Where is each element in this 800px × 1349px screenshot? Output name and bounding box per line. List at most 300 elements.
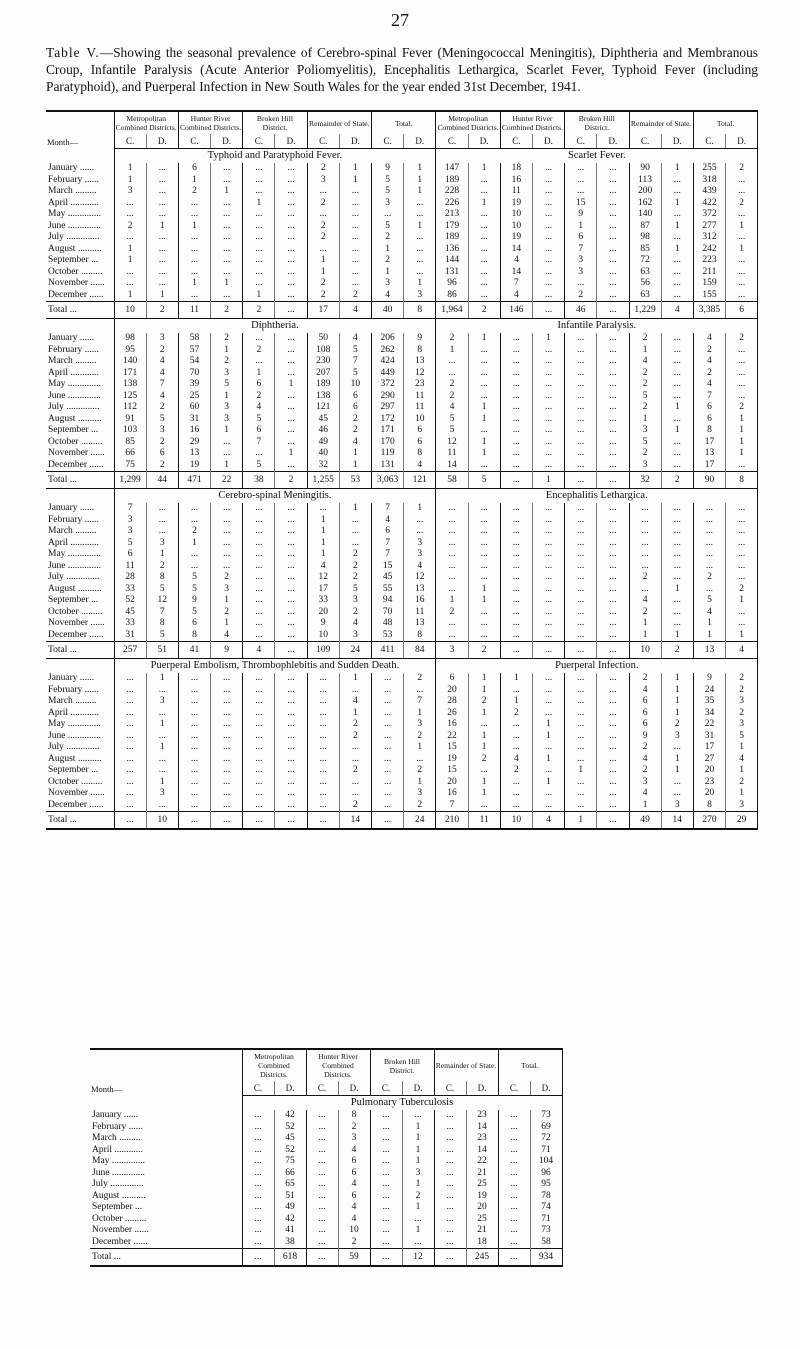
data-cell: ... — [500, 425, 532, 437]
month-label: March ......... — [46, 696, 114, 708]
data-cell: ... — [370, 1110, 402, 1122]
deaths-header: D. — [146, 134, 178, 149]
data-cell: 1 — [146, 290, 178, 302]
data-cell: ... — [498, 1202, 530, 1214]
data-cell: 46 — [307, 425, 339, 437]
data-cell: 1 — [468, 595, 500, 607]
data-cell: 2 — [404, 731, 436, 743]
data-cell: ... — [726, 368, 758, 380]
data-cell: ... — [275, 584, 307, 596]
data-cell: ... — [468, 460, 500, 472]
data-cell: 242 — [693, 244, 725, 256]
data-cell: 20 — [466, 1202, 498, 1214]
month-label: June .............. — [46, 391, 114, 403]
table-row — [46, 584, 758, 596]
data-cell: ... — [468, 526, 500, 538]
data-cell: 189 — [436, 232, 468, 244]
data-cell: ... — [468, 425, 500, 437]
data-cell: ... — [275, 800, 307, 812]
data-cell: ... — [532, 685, 564, 697]
data-cell: ... — [339, 685, 371, 697]
data-cell: 140 — [114, 356, 146, 368]
column-group-header: Broken Hill District. — [243, 111, 307, 134]
data-cell: 2 — [339, 425, 371, 437]
data-cell: ... — [532, 232, 564, 244]
data-cell: 2 — [468, 696, 500, 708]
data-cell: 3 — [307, 175, 339, 187]
data-cell: ... — [211, 708, 243, 720]
data-cell: 2 — [307, 232, 339, 244]
section-spacer — [46, 659, 114, 674]
table-row — [46, 221, 758, 233]
data-cell: 4 — [146, 368, 178, 380]
data-cell: 2 — [146, 561, 178, 573]
data-cell: ... — [211, 503, 243, 515]
month-label: November ...... — [46, 618, 114, 630]
month-label: March ......... — [46, 526, 114, 538]
data-cell: ... — [114, 800, 146, 812]
data-cell: ... — [146, 209, 178, 221]
data-cell: ... — [693, 538, 725, 550]
data-cell: 1 — [275, 448, 307, 460]
data-cell: ... — [532, 572, 564, 584]
data-cell: ... — [307, 788, 339, 800]
data-cell: 5 — [629, 437, 661, 449]
data-cell: ... — [500, 561, 532, 573]
data-cell: ... — [434, 1202, 466, 1214]
data-cell: 3 — [339, 630, 371, 642]
data-cell: 1 — [468, 198, 500, 210]
data-cell: 2 — [404, 673, 436, 685]
data-cell: 6 — [372, 526, 404, 538]
cases-header: C. — [178, 134, 210, 149]
total-cell: ... — [275, 302, 307, 319]
data-cell: 1 — [146, 673, 178, 685]
data-cell: ... — [726, 290, 758, 302]
data-cell: 60 — [178, 402, 210, 414]
data-cell: ... — [211, 800, 243, 812]
data-cell: 230 — [307, 356, 339, 368]
data-cell: 1 — [726, 595, 758, 607]
data-cell: ... — [211, 719, 243, 731]
data-cell: ... — [726, 255, 758, 267]
data-cell: ... — [532, 708, 564, 720]
data-cell: ... — [372, 800, 404, 812]
total-cell: 3,063 — [372, 472, 404, 489]
data-cell: 14 — [500, 267, 532, 279]
data-cell: 6 — [339, 391, 371, 403]
data-cell: ... — [629, 526, 661, 538]
table-row — [46, 777, 758, 789]
data-cell: 2 — [211, 356, 243, 368]
data-cell: ... — [275, 685, 307, 697]
data-cell: ... — [532, 503, 564, 515]
data-cell: 32 — [307, 460, 339, 472]
data-cell: 7 — [146, 379, 178, 391]
total-row — [46, 472, 758, 489]
data-cell: ... — [243, 630, 275, 642]
data-cell: 2 — [629, 379, 661, 391]
data-cell: 73 — [530, 1110, 562, 1122]
data-cell: ... — [532, 267, 564, 279]
data-cell: 1 — [661, 754, 693, 766]
data-cell: ... — [565, 618, 597, 630]
data-cell: 63 — [629, 290, 661, 302]
data-cell: 5 — [693, 595, 725, 607]
data-cell: 1 — [661, 708, 693, 720]
data-cell: ... — [565, 742, 597, 754]
data-cell: 1 — [178, 175, 210, 187]
data-cell: 9 — [693, 673, 725, 685]
deaths-header: D. — [726, 134, 758, 149]
data-cell: ... — [500, 379, 532, 391]
data-cell: ... — [402, 1110, 434, 1122]
data-cell: 8 — [404, 630, 436, 642]
data-cell: ... — [661, 561, 693, 573]
data-cell: 171 — [114, 368, 146, 380]
data-cell: 1 — [146, 719, 178, 731]
data-cell: ... — [597, 368, 629, 380]
month-label: December ...... — [46, 290, 114, 302]
data-cell: ... — [178, 788, 210, 800]
month-label: April ............ — [46, 538, 114, 550]
data-cell: ... — [693, 515, 725, 527]
data-cell: 1 — [404, 742, 436, 754]
data-cell: 4 — [629, 754, 661, 766]
column-group-header: Metropolitan Combined Districts. — [242, 1049, 306, 1081]
tuberculosis-table-body — [90, 1049, 562, 1266]
data-cell: 7 — [693, 391, 725, 403]
total-cell: 38 — [243, 472, 275, 489]
data-cell: ... — [532, 630, 564, 642]
total-cell: 46 — [565, 302, 597, 319]
deaths-header: D. — [468, 134, 500, 149]
data-cell: ... — [307, 731, 339, 743]
data-cell: 4 — [372, 290, 404, 302]
total-cell: 11 — [178, 302, 210, 319]
column-group-header: Metropolitan Combined Districts. — [114, 111, 178, 134]
data-cell: 3 — [726, 800, 758, 812]
data-cell: 1 — [468, 777, 500, 789]
data-cell: 1 — [211, 425, 243, 437]
total-cell: 2 — [661, 642, 693, 659]
data-cell: 1 — [307, 515, 339, 527]
data-cell: ... — [178, 515, 210, 527]
data-cell: 6 — [693, 402, 725, 414]
month-label: September ... — [46, 255, 114, 267]
data-cell: 3 — [372, 278, 404, 290]
data-cell: ... — [275, 526, 307, 538]
data-cell: ... — [178, 673, 210, 685]
data-cell: ... — [436, 526, 468, 538]
data-cell: ... — [370, 1214, 402, 1226]
data-cell: ... — [243, 777, 275, 789]
total-cell: 5 — [468, 472, 500, 489]
month-label: November ...... — [46, 448, 114, 460]
data-cell: ... — [597, 595, 629, 607]
data-cell: ... — [498, 1122, 530, 1134]
data-cell: ... — [498, 1145, 530, 1157]
data-cell: 52 — [274, 1122, 306, 1134]
data-cell: 8 — [693, 425, 725, 437]
month-label: August .......... — [46, 244, 114, 256]
data-cell: 1 — [468, 584, 500, 596]
data-cell: ... — [146, 708, 178, 720]
month-label: October ......... — [90, 1214, 242, 1226]
data-cell: 21 — [466, 1168, 498, 1180]
data-cell: ... — [211, 437, 243, 449]
data-cell: ... — [211, 515, 243, 527]
data-cell: 38 — [274, 1237, 306, 1249]
data-cell: 20 — [693, 788, 725, 800]
data-cell: ... — [243, 356, 275, 368]
data-cell: ... — [468, 356, 500, 368]
data-cell: 16 — [178, 425, 210, 437]
data-cell: 90 — [629, 163, 661, 175]
data-cell: ... — [693, 526, 725, 538]
data-cell: ... — [532, 356, 564, 368]
data-cell: 11 — [500, 186, 532, 198]
data-cell: ... — [339, 221, 371, 233]
data-cell: ... — [597, 526, 629, 538]
data-cell: 1 — [532, 719, 564, 731]
data-cell: ... — [436, 503, 468, 515]
data-cell: 56 — [629, 278, 661, 290]
data-cell: 119 — [372, 448, 404, 460]
data-cell: 1 — [726, 630, 758, 642]
data-cell: ... — [565, 460, 597, 472]
data-cell: ... — [242, 1156, 274, 1168]
data-cell: ... — [726, 209, 758, 221]
data-cell: 372 — [693, 209, 725, 221]
data-cell: ... — [532, 425, 564, 437]
data-cell: 2 — [339, 731, 371, 743]
data-cell: ... — [726, 538, 758, 550]
data-cell: 17 — [693, 742, 725, 754]
data-cell: ... — [468, 765, 500, 777]
data-cell: ... — [243, 685, 275, 697]
data-cell: 211 — [693, 267, 725, 279]
data-cell: ... — [468, 232, 500, 244]
data-cell: 7 — [436, 800, 468, 812]
data-cell: ... — [275, 345, 307, 357]
data-cell: 2 — [726, 708, 758, 720]
data-cell: ... — [565, 584, 597, 596]
data-cell: ... — [597, 742, 629, 754]
data-cell: 16 — [436, 788, 468, 800]
data-cell: 2 — [339, 572, 371, 584]
month-label: May .............. — [46, 549, 114, 561]
data-cell: ... — [498, 1156, 530, 1168]
data-cell: ... — [565, 595, 597, 607]
data-cell: 45 — [114, 607, 146, 619]
data-cell: 4 — [436, 402, 468, 414]
data-cell: 1 — [146, 549, 178, 561]
data-cell: 12 — [436, 437, 468, 449]
data-cell: ... — [211, 731, 243, 743]
data-cell: 2 — [436, 333, 468, 345]
month-label: January ...... — [46, 163, 114, 175]
month-label: May .............. — [46, 379, 114, 391]
data-cell: 3 — [338, 1133, 370, 1145]
data-cell: ... — [339, 278, 371, 290]
data-cell: 2 — [211, 333, 243, 345]
data-cell: 104 — [530, 1156, 562, 1168]
data-cell: 170 — [372, 437, 404, 449]
data-cell: 3 — [211, 584, 243, 596]
total-cell: 84 — [404, 642, 436, 659]
month-label: February ...... — [46, 685, 114, 697]
data-cell: 1 — [339, 460, 371, 472]
data-cell: 1 — [629, 800, 661, 812]
data-cell: ... — [661, 232, 693, 244]
data-cell: 1 — [532, 731, 564, 743]
data-cell: 4 — [338, 1202, 370, 1214]
data-cell: ... — [500, 515, 532, 527]
data-cell: ... — [275, 391, 307, 403]
deaths-header: D. — [339, 134, 371, 149]
data-cell: ... — [339, 232, 371, 244]
data-cell: ... — [468, 278, 500, 290]
data-cell: ... — [532, 460, 564, 472]
month-label: June .............. — [46, 731, 114, 743]
data-cell: ... — [372, 696, 404, 708]
data-cell: ... — [306, 1110, 338, 1122]
data-cell: ... — [661, 368, 693, 380]
data-cell: 1 — [114, 290, 146, 302]
data-cell: 2 — [372, 255, 404, 267]
total-cell: 1,229 — [629, 302, 661, 319]
data-cell: ... — [275, 198, 307, 210]
data-cell: 2 — [629, 572, 661, 584]
total-cell: 6 — [726, 302, 758, 319]
data-cell: ... — [211, 209, 243, 221]
column-group-header: Hunter River Combined Districts. — [178, 111, 242, 134]
data-cell: 2 — [339, 290, 371, 302]
data-cell: 1 — [114, 163, 146, 175]
data-cell: ... — [211, 754, 243, 766]
total-cell: 40 — [372, 302, 404, 319]
data-cell: ... — [178, 696, 210, 708]
data-cell: ... — [500, 538, 532, 550]
data-cell: 86 — [436, 290, 468, 302]
data-cell: ... — [275, 731, 307, 743]
data-cell: 11 — [404, 391, 436, 403]
deaths-header: D. — [466, 1081, 498, 1096]
deaths-header: D. — [402, 1081, 434, 1096]
data-cell: 12 — [146, 595, 178, 607]
data-cell: ... — [468, 209, 500, 221]
data-cell: ... — [242, 1179, 274, 1191]
data-cell: ... — [275, 549, 307, 561]
data-cell: ... — [597, 379, 629, 391]
data-cell: ... — [565, 425, 597, 437]
column-group-header: Remainder of State. — [629, 111, 693, 134]
data-cell: 4 — [372, 515, 404, 527]
data-cell: 45 — [372, 572, 404, 584]
data-cell: 1 — [436, 595, 468, 607]
data-cell: 2 — [307, 198, 339, 210]
data-cell: 23 — [693, 777, 725, 789]
data-cell: ... — [532, 437, 564, 449]
data-cell: ... — [565, 515, 597, 527]
data-cell: 7 — [339, 356, 371, 368]
month-label: February ...... — [46, 515, 114, 527]
data-cell: ... — [565, 549, 597, 561]
data-cell: 2 — [661, 719, 693, 731]
table-row — [46, 163, 758, 175]
data-cell: 14 — [500, 244, 532, 256]
data-cell: ... — [597, 731, 629, 743]
total-row — [46, 642, 758, 659]
month-label: March ......... — [46, 356, 114, 368]
table-row — [90, 1214, 562, 1226]
data-cell: ... — [532, 209, 564, 221]
data-cell: 15 — [436, 765, 468, 777]
data-cell: 1 — [146, 221, 178, 233]
data-cell: ... — [178, 209, 210, 221]
data-cell: ... — [146, 278, 178, 290]
data-cell: ... — [661, 391, 693, 403]
table-row — [46, 731, 758, 743]
table-row — [90, 1202, 562, 1214]
data-cell: ... — [275, 267, 307, 279]
data-cell: 21 — [466, 1225, 498, 1237]
data-cell: 13 — [404, 584, 436, 596]
data-cell: 3 — [565, 267, 597, 279]
data-cell: 70 — [372, 607, 404, 619]
data-cell: ... — [726, 345, 758, 357]
month-label: June .............. — [46, 221, 114, 233]
month-label: January ...... — [90, 1110, 242, 1122]
data-cell: 4 — [629, 595, 661, 607]
data-cell: ... — [307, 754, 339, 766]
data-cell: 1 — [339, 503, 371, 515]
data-cell: ... — [500, 391, 532, 403]
data-cell: 19 — [466, 1191, 498, 1203]
data-cell: ... — [629, 549, 661, 561]
total-cell: 24 — [404, 812, 436, 830]
data-cell: 1 — [661, 402, 693, 414]
total-cell: 2 — [468, 302, 500, 319]
data-cell: ... — [211, 777, 243, 789]
data-cell: 1 — [402, 1156, 434, 1168]
data-cell: 1 — [661, 244, 693, 256]
data-cell: ... — [693, 561, 725, 573]
data-cell: 318 — [693, 175, 725, 187]
data-cell: ... — [243, 549, 275, 561]
data-cell: 66 — [114, 448, 146, 460]
data-cell: ... — [404, 244, 436, 256]
data-cell: ... — [565, 414, 597, 426]
column-group-header: Total. — [498, 1049, 562, 1081]
data-cell: 2 — [114, 221, 146, 233]
data-cell: 138 — [114, 379, 146, 391]
total-cell: 1 — [532, 472, 564, 489]
data-cell: 4 — [307, 561, 339, 573]
data-cell: 10 — [500, 221, 532, 233]
data-cell: 5 — [243, 414, 275, 426]
data-cell: 22 — [693, 719, 725, 731]
month-label: August .......... — [46, 754, 114, 766]
data-cell: ... — [434, 1156, 466, 1168]
section-title-left: Diphtheria. — [114, 319, 436, 334]
data-cell: ... — [114, 754, 146, 766]
data-cell: 1 — [661, 696, 693, 708]
total-cell: 1 — [565, 812, 597, 830]
data-cell: ... — [211, 198, 243, 210]
data-cell: ... — [468, 391, 500, 403]
